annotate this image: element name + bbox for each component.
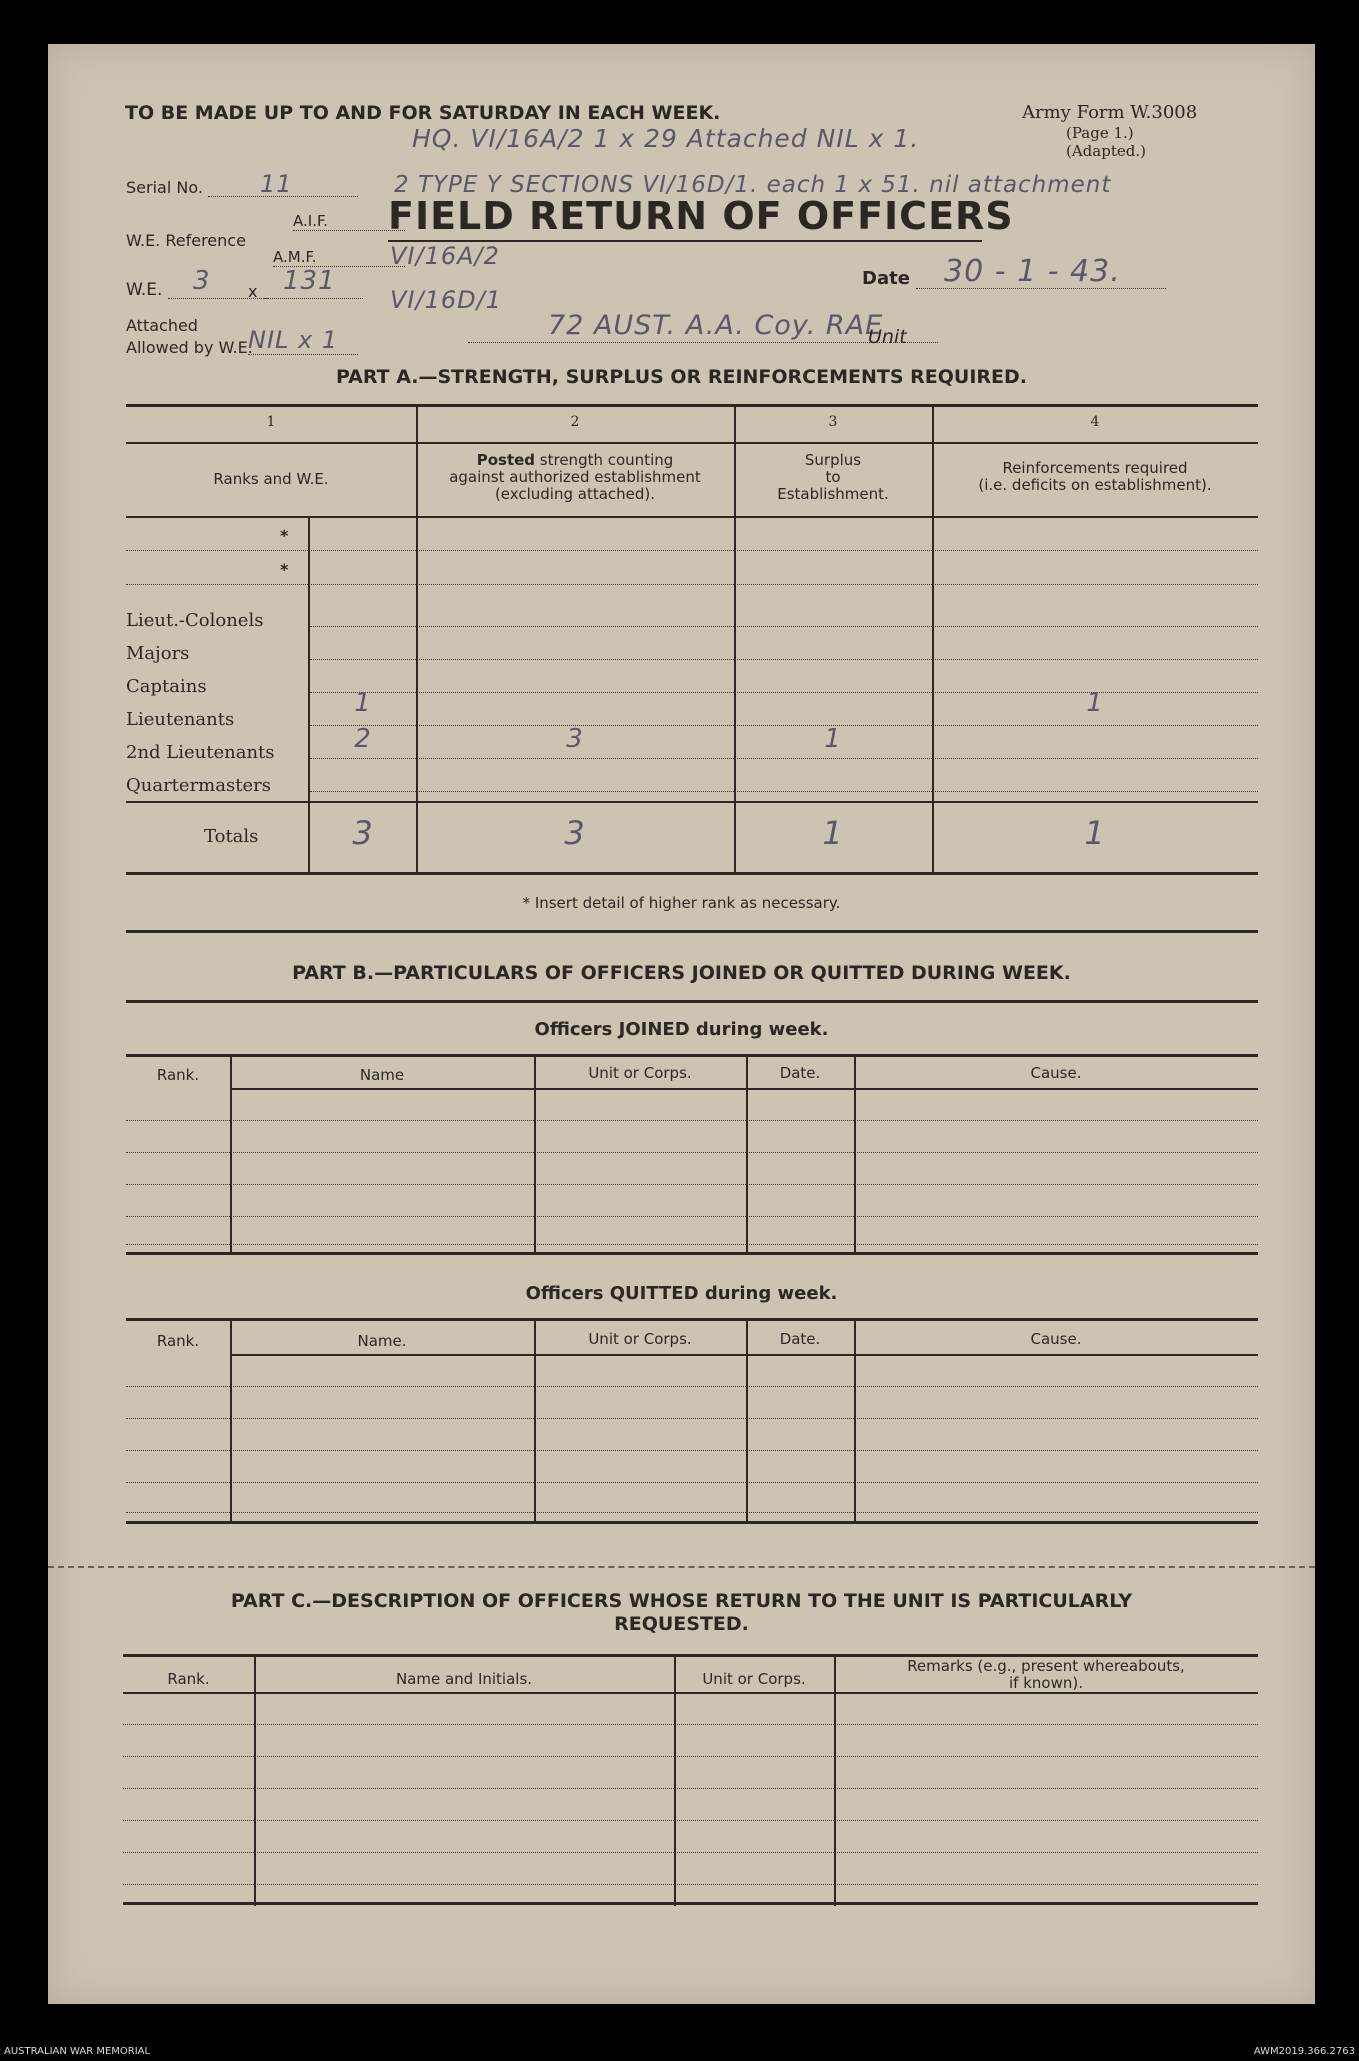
total-reinf: 1 — [1084, 814, 1106, 852]
joined-row-5 — [126, 1244, 1258, 1245]
row-line-star1 — [126, 550, 1258, 551]
rank-2nd-lieutenants: 2nd Lieutenants — [126, 742, 275, 763]
quitted-title-bold: QUITTED — [609, 1283, 699, 1304]
reinf-line1: Reinforcements required — [1002, 459, 1188, 477]
adapted-note: (Adapted.) — [1066, 142, 1146, 160]
form-paper — [48, 44, 1315, 2004]
joined-row-3 — [126, 1184, 1258, 1185]
joined-col-date: Date. — [779, 1064, 821, 1082]
we-label: W.E. — [126, 280, 163, 300]
joined-bottom-rule — [126, 1252, 1258, 1255]
rank-quartermasters: Quartermasters — [126, 775, 271, 796]
part-a-footnote-rule — [126, 930, 1258, 933]
quitted-top-rule — [126, 1318, 1258, 1321]
col-head-posted — [416, 452, 734, 503]
quitted-div-2 — [534, 1320, 536, 1522]
joined-col-unit: Unit or Corps. — [588, 1064, 692, 1082]
date-value: 30 - 1 - 43. — [944, 254, 1121, 289]
quitted-col-rank: Rank. — [156, 1332, 200, 1350]
col-head-reinforcements — [932, 460, 1258, 494]
part-c-row-6 — [123, 1884, 1258, 1885]
unit-label: Unit — [868, 326, 907, 348]
joined-title — [48, 1019, 1315, 1040]
row-line-5 — [310, 758, 1258, 759]
totals-label: Totals — [204, 826, 259, 847]
part-b-title: PART B.—PARTICULARS OF OFFICERS JOINED OR QUITTED DURING WEEK. — [292, 962, 1071, 984]
total-we: 3 — [352, 814, 374, 852]
quitted-title-pre: Officers — [525, 1283, 610, 1304]
quitted-col-unit: Unit or Corps. — [588, 1330, 692, 1348]
reinf-line2: (i.e. deficits on establishment). — [978, 476, 1212, 494]
we-captains: 1 — [354, 688, 372, 718]
rank-captains: Captains — [126, 676, 207, 697]
total-surplus: 1 — [822, 814, 844, 852]
joined-title-bold: JOINED — [618, 1019, 690, 1040]
part-c-row-4 — [123, 1820, 1258, 1821]
quitted-div-1 — [230, 1320, 232, 1522]
row-line-1 — [310, 626, 1258, 627]
part-a-title: PART A.—STRENGTH, SURPLUS OR REINFORCEMENTS REQUIRED. — [335, 366, 1027, 388]
handwritten-ref-1: VI/16A/2 — [390, 242, 500, 270]
perforation-line — [48, 1566, 1315, 1568]
part-c-div-1 — [254, 1656, 256, 1906]
part-a-top-rule — [126, 404, 1258, 407]
part-a-footnote: * Insert detail of higher rank as necessary. — [522, 894, 841, 912]
rank-majors: Majors — [126, 643, 190, 664]
row-line-2 — [310, 659, 1258, 660]
posted-bold: Posted — [476, 451, 536, 469]
part-c-col-name: Name and Initials. — [395, 1670, 533, 1688]
form-id: Army Form W.3008 — [1022, 102, 1198, 123]
quitted-row-4 — [126, 1482, 1258, 1483]
part-a-num-rule — [126, 442, 1258, 444]
surplus-line1: Surplus — [804, 451, 862, 469]
allowed-value: NIL x 1 — [248, 326, 339, 354]
quitted-row-1 — [126, 1386, 1258, 1387]
quitted-col-date: Date. — [779, 1330, 821, 1348]
joined-row-1 — [126, 1120, 1258, 1121]
part-c-row-1 — [123, 1724, 1258, 1725]
attached-label: Attached — [126, 316, 198, 335]
quitted-row-3 — [126, 1450, 1258, 1451]
we-x: x — [248, 282, 258, 301]
part-c-col-remarks — [834, 1658, 1258, 1692]
joined-title-post: during week. — [689, 1019, 829, 1040]
handwritten-line-1: HQ. VI/16A/2 1 x 29 Attached NIL x 1. — [412, 124, 920, 153]
page-number: (Page 1.) — [1066, 124, 1134, 142]
joined-row-4 — [126, 1216, 1258, 1217]
part-c-row-2 — [123, 1756, 1258, 1757]
serial-label: Serial No. — [126, 178, 203, 197]
posted-rest: strength counting — [535, 451, 674, 469]
col-num-1: 1 — [266, 414, 276, 430]
rank-lieut-colonels: Lieut.-Colonels — [126, 610, 264, 631]
part-c-title — [48, 1590, 1315, 1636]
joined-div-1 — [230, 1056, 232, 1252]
total-posted: 3 — [564, 814, 586, 852]
quitted-col-cause: Cause. — [1030, 1330, 1082, 1348]
joined-div-3 — [746, 1056, 748, 1252]
joined-col-rank: Rank. — [156, 1066, 200, 1084]
aif-line — [293, 230, 405, 231]
part-c-row-3 — [123, 1788, 1258, 1789]
part-c-title-line2: REQUESTED. — [614, 1613, 749, 1635]
col-num-3: 3 — [828, 414, 838, 430]
handwritten-line-2: 2 TYPE Y SECTIONS VI/16D/1. each 1 x 51. nil attachment — [394, 172, 1112, 198]
joined-div-4 — [854, 1056, 856, 1252]
row-line-star2 — [126, 584, 1258, 585]
footer-left: AUSTRALIAN WAR MEMORIAL — [4, 2046, 151, 2057]
quitted-bottom-rule — [126, 1521, 1258, 1524]
serial-value: 11 — [260, 170, 293, 198]
part-c-title-line1: PART C.—DESCRIPTION OF OFFICERS WHOSE RETURN TO THE UNIT IS PARTICULARLY — [230, 1590, 1133, 1612]
part-c-col-unit: Unit or Corps. — [702, 1670, 806, 1688]
we-reference-label: W.E. Reference — [126, 231, 246, 250]
part-c-bottom-rule — [123, 1902, 1258, 1905]
quitted-div-3 — [746, 1320, 748, 1522]
date-label: Date — [862, 268, 910, 289]
star-row-1: * — [280, 526, 289, 545]
part-c-head-rule — [123, 1692, 1258, 1694]
allowed-label: Allowed by W.E. — [126, 338, 253, 357]
joined-div-2 — [534, 1056, 536, 1252]
form-title: FIELD RETURN OF OFFICERS — [388, 194, 1014, 238]
col-num-4: 4 — [1090, 414, 1100, 430]
col-head-surplus — [734, 452, 932, 503]
we-value-a: 3 — [193, 266, 211, 296]
col-head-ranks: Ranks and W.E. — [213, 470, 329, 488]
quitted-title — [48, 1283, 1315, 1304]
quitted-row-2 — [126, 1418, 1258, 1419]
part-b-top-rule — [126, 1000, 1258, 1003]
joined-col-name: Name — [359, 1066, 405, 1084]
amf-label: A.M.F. — [273, 248, 317, 266]
instruction-text: TO BE MADE UP TO AND FOR SATURDAY IN EACH WEEK. — [125, 102, 721, 124]
unit-value: 72 AUST. A.A. Coy. RAE — [548, 310, 884, 341]
part-c-div-3 — [834, 1656, 836, 1906]
surplus-lieutenants: 1 — [824, 724, 842, 754]
posted-lieutenants: 3 — [566, 724, 584, 754]
handwritten-ref-2: VI/16D/1 — [390, 286, 502, 314]
joined-head-rule — [230, 1088, 1258, 1090]
col-num-2: 2 — [570, 414, 580, 430]
rank-lieutenants: Lieutenants — [126, 709, 235, 730]
part-a-bottom-rule — [126, 872, 1258, 875]
quitted-head-rule — [230, 1354, 1258, 1356]
surplus-line3: Establishment. — [777, 485, 889, 503]
joined-title-pre: Officers — [534, 1019, 619, 1040]
quitted-div-4 — [854, 1320, 856, 1522]
reinf-captains: 1 — [1086, 688, 1104, 718]
joined-col-cause: Cause. — [1030, 1064, 1082, 1082]
star-row-2: * — [280, 560, 289, 579]
totals-top-rule — [126, 801, 1258, 803]
quitted-row-5 — [126, 1512, 1258, 1513]
quitted-col-name: Name. — [357, 1332, 407, 1350]
footer-right: AWM2019.366.2763 — [1253, 2046, 1355, 2057]
quitted-title-post: during week. — [698, 1283, 838, 1304]
remarks-line1: Remarks (e.g., present whereabouts, — [907, 1657, 1185, 1675]
remarks-line2: if known). — [1009, 1674, 1083, 1692]
allowed-line — [248, 354, 358, 355]
we-lieutenants: 2 — [354, 724, 372, 754]
part-c-div-2 — [674, 1656, 676, 1906]
posted-line3: (excluding attached). — [494, 485, 656, 503]
part-c-col-rank: Rank. — [167, 1670, 210, 1688]
we-line-b — [263, 298, 363, 299]
surplus-line2: to — [825, 468, 841, 486]
part-c-row-5 — [123, 1852, 1258, 1853]
row-line-6 — [310, 791, 1258, 792]
joined-row-2 — [126, 1152, 1258, 1153]
aif-label: A.I.F. — [293, 212, 328, 230]
posted-line2: against authorized establishment — [449, 468, 701, 486]
we-value-b: 131 — [283, 266, 336, 296]
part-a-head-rule — [126, 516, 1258, 518]
joined-top-rule — [126, 1054, 1258, 1057]
rank-list — [126, 604, 275, 802]
